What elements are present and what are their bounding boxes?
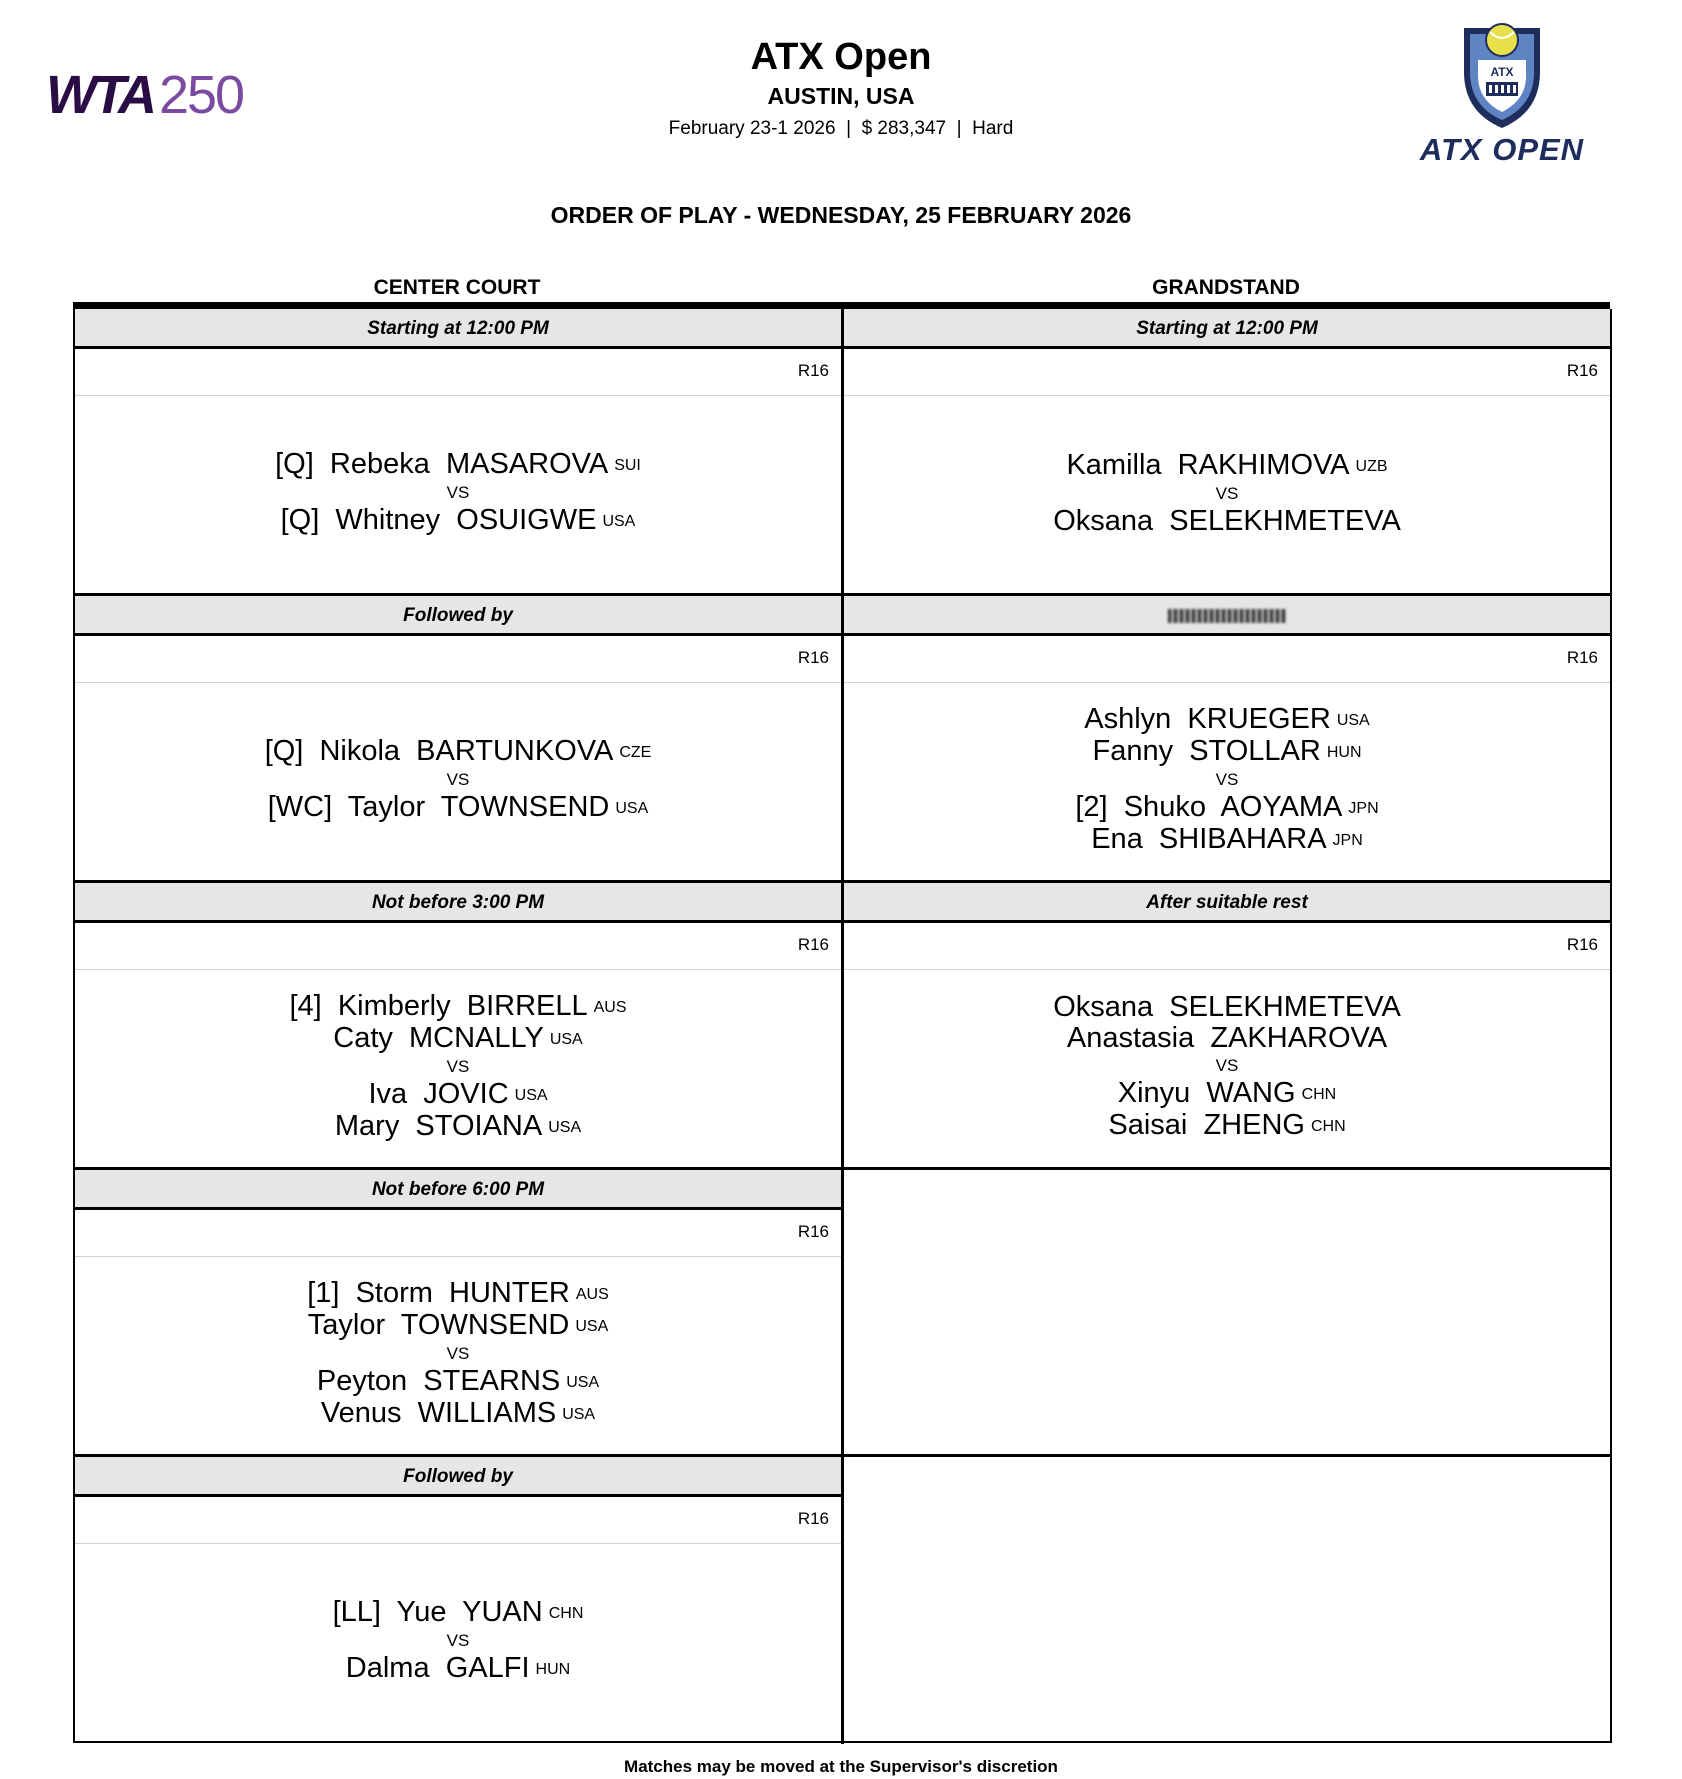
round-label: R16 xyxy=(844,349,1610,396)
match-cell xyxy=(75,1170,842,1457)
tournament-title: ATX Open xyxy=(750,36,932,78)
round-label: R16 xyxy=(75,1210,841,1257)
match-cell xyxy=(842,883,1610,1170)
player-name xyxy=(1053,506,1401,537)
slot-time: Followed by xyxy=(75,1457,841,1497)
player-name-text: Taylor TOWNSEND xyxy=(307,1309,570,1341)
player-nationality: AUS xyxy=(575,1286,609,1303)
vs-label: VS xyxy=(446,770,470,789)
player-name-text: Xinyu WANG xyxy=(1117,1077,1296,1109)
player-name xyxy=(335,1111,581,1143)
atx-open-logo xyxy=(1412,14,1592,174)
vs-label: VS xyxy=(446,1344,470,1363)
player-name xyxy=(268,792,649,824)
match-cell xyxy=(75,596,842,883)
player-name xyxy=(308,1310,609,1342)
player-name xyxy=(281,505,636,537)
order-of-play-title: ORDER OF PLAY - WEDNESDAY, 25 FEBRUARY 2026 xyxy=(550,202,1132,228)
player-nationality: AUS xyxy=(593,999,627,1016)
player-nationality: USA xyxy=(615,800,649,817)
empty-cell xyxy=(842,1457,1610,1744)
round-label: R16 xyxy=(75,923,841,970)
player-name xyxy=(1118,1078,1336,1110)
player-nationality: USA xyxy=(575,1318,609,1335)
match-cell xyxy=(842,309,1610,596)
player-name xyxy=(307,1278,609,1310)
player-name-text: [LL] Yue YUAN xyxy=(332,1596,543,1628)
wta-logo-mark: WTA xyxy=(46,65,153,125)
player-nationality: USA xyxy=(549,1031,583,1048)
center-court-heading: CENTER COURT xyxy=(373,276,541,299)
player-nationality: CHN xyxy=(1301,1086,1337,1103)
player-name xyxy=(1084,704,1369,736)
player-name-text: Iva JOVIC xyxy=(368,1078,509,1110)
match-players xyxy=(844,970,1610,1164)
tournament-city: AUSTIN, USA xyxy=(767,83,915,109)
player-name-text: Mary STOIANA xyxy=(334,1110,543,1142)
player-name xyxy=(1075,792,1378,824)
vs-label: VS xyxy=(1215,770,1239,789)
player-name xyxy=(265,736,652,768)
slot-time xyxy=(844,596,1610,636)
tournament-info: February 23-1 2026 | $ 283,347 | Hard xyxy=(668,118,1014,139)
player-name-text: [WC] Taylor TOWNSEND xyxy=(267,791,610,823)
player-name-text: Ena SHIBAHARA xyxy=(1091,823,1327,855)
player-name-text: [Q] Rebeka MASAROVA xyxy=(275,448,609,480)
match-players xyxy=(75,1257,841,1451)
schedule-grid xyxy=(73,309,1612,1743)
player-name xyxy=(1092,736,1361,768)
player-nationality: CHN xyxy=(548,1605,584,1622)
player-nationality: USA xyxy=(548,1119,582,1136)
player-name-text: Saisai ZHENG xyxy=(1108,1109,1305,1141)
atx-badge-text: ATX xyxy=(1490,65,1514,79)
schedule-top-rule xyxy=(73,302,1610,309)
player-name xyxy=(321,1398,595,1430)
grandstand-heading: GRANDSTAND xyxy=(1152,276,1300,299)
atx-shield-icon xyxy=(1412,14,1592,134)
slot-time: Not before 6:00 PM xyxy=(75,1170,841,1210)
redacted-slot-text xyxy=(1168,609,1286,623)
player-nationality: HUN xyxy=(535,1661,571,1678)
player-name xyxy=(1053,992,1401,1023)
player-nationality: USA xyxy=(1336,712,1370,729)
player-name-text: [4] Kimberly BIRRELL xyxy=(289,990,588,1022)
vs-label: VS xyxy=(1215,1056,1239,1075)
player-nationality: USA xyxy=(602,513,636,530)
match-players xyxy=(75,1544,841,1738)
match-players xyxy=(844,683,1610,877)
player-name xyxy=(1108,1110,1345,1142)
vs-label: VS xyxy=(446,483,470,502)
match-cell xyxy=(75,1457,842,1744)
vs-label: VS xyxy=(446,1631,470,1650)
vs-label: VS xyxy=(446,1057,470,1076)
match-cell xyxy=(75,309,842,596)
player-name-text: [Q] Nikola BARTUNKOVA xyxy=(264,735,614,767)
player-name-text: Venus WILLIAMS xyxy=(320,1397,557,1429)
player-name xyxy=(317,1366,599,1398)
wta-logo-tier: 250 xyxy=(158,65,244,125)
match-players xyxy=(75,396,841,590)
player-name xyxy=(1066,450,1387,482)
player-name-text: Ashlyn KRUEGER xyxy=(1084,703,1331,735)
player-nationality: USA xyxy=(562,1406,596,1423)
atx-logo-text: ATX OPEN xyxy=(1419,132,1585,167)
player-nationality: USA xyxy=(514,1087,548,1104)
player-nationality: CHN xyxy=(1310,1118,1346,1135)
round-label: R16 xyxy=(844,923,1610,970)
slot-time: Not before 3:00 PM xyxy=(75,883,841,923)
slot-time: Starting at 12:00 PM xyxy=(75,309,841,349)
player-name xyxy=(333,1023,582,1055)
player-name-text: [1] Storm HUNTER xyxy=(307,1277,570,1309)
match-players xyxy=(844,396,1610,590)
player-name-text: Dalma GALFI xyxy=(345,1652,530,1684)
empty-cell xyxy=(842,1170,1610,1457)
player-nationality: SUI xyxy=(614,457,641,474)
player-name-text: [2] Shuko AOYAMA xyxy=(1075,791,1343,823)
round-label: R16 xyxy=(75,349,841,396)
round-label: R16 xyxy=(75,1497,841,1544)
player-nationality: UZB xyxy=(1355,457,1388,475)
player-name xyxy=(368,1079,547,1111)
player-name-text: Fanny STOLLAR xyxy=(1092,735,1321,767)
player-name xyxy=(1091,824,1363,856)
player-nationality: HUN xyxy=(1326,744,1362,761)
player-name xyxy=(1067,1023,1387,1054)
match-players xyxy=(75,683,841,877)
player-nationality: USA xyxy=(566,1374,600,1391)
player-name-text: Anastasia ZAKHAROVA xyxy=(1066,1022,1388,1054)
slot-time: Starting at 12:00 PM xyxy=(844,309,1610,349)
slot-time: Followed by xyxy=(75,596,841,636)
player-nationality: CZE xyxy=(619,744,652,761)
vs-label: VS xyxy=(1215,483,1239,503)
player-name-text: Kamilla RAKHIMOVA xyxy=(1066,448,1350,481)
player-name-text: Caty MCNALLY xyxy=(333,1022,544,1054)
player-name-text: Oksana SELEKHMETEVA xyxy=(1053,991,1401,1023)
player-name xyxy=(333,1597,584,1629)
match-cell xyxy=(842,596,1610,883)
player-nationality: JPN xyxy=(1332,832,1363,849)
player-name-text: [Q] Whitney OSUIGWE xyxy=(280,504,597,536)
match-cell xyxy=(75,883,842,1170)
footer-note: Matches may be moved at the Supervisor's discretion xyxy=(624,1757,1058,1776)
round-label: R16 xyxy=(844,636,1610,683)
player-name xyxy=(289,991,626,1023)
player-name-text: Oksana SELEKHMETEVA xyxy=(1053,504,1401,537)
player-nationality: JPN xyxy=(1348,800,1379,817)
player-name xyxy=(346,1653,570,1685)
player-name-text: Peyton STEARNS xyxy=(316,1365,561,1397)
round-label: R16 xyxy=(75,636,841,683)
match-players xyxy=(75,970,841,1164)
player-name xyxy=(275,449,641,481)
slot-time: After suitable rest xyxy=(844,883,1610,923)
